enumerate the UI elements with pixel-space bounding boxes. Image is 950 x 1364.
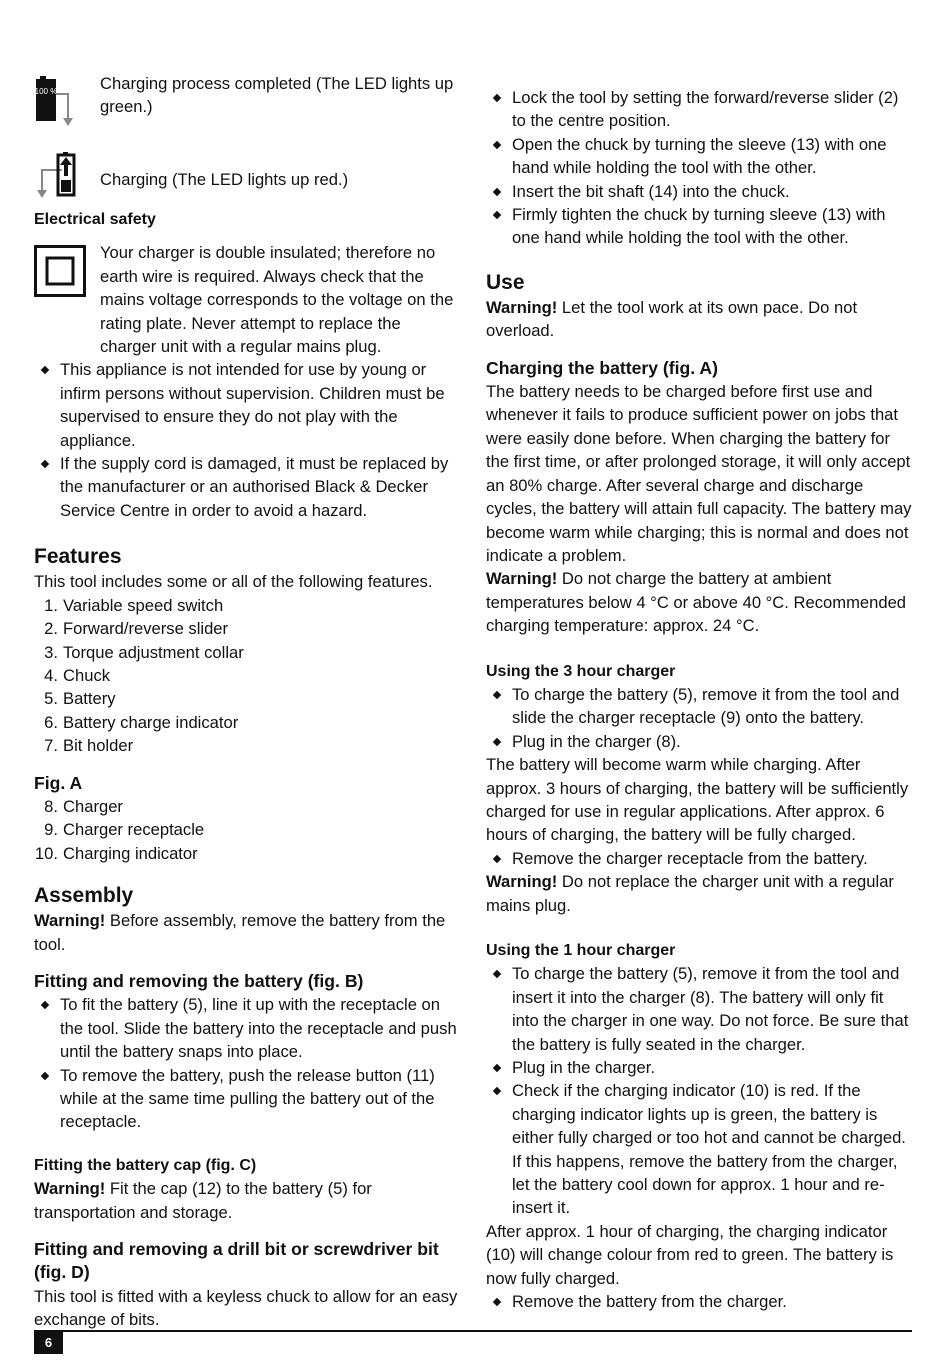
left-column (34, 72, 459, 1332)
list-item: 7. Bit holder (44, 736, 134, 756)
list-item: To fit the battery (5), line it up with the receptacle on the tool. Slide the battery into the receptacle and push until the battery snaps into place. (34, 993, 459, 1063)
use-heading: Use (486, 270, 525, 294)
list-item: Remove the charger receptacle from the battery. (486, 847, 914, 870)
three-hour-list (486, 683, 914, 753)
list-item: 3. Torque adjustment collar (44, 642, 244, 662)
list-item: 5. Battery (44, 689, 116, 709)
electrical-safety-heading: Electrical safety (34, 211, 156, 228)
list-item: If the supply cord is damaged, it must be replaced by the manufacturer or an authorised Black & Decker Service Centre in order to avoid a hazard. (34, 452, 459, 522)
list-item: Plug in the charger (8). (486, 730, 914, 753)
features-intro: This tool includes some or all of the following features. (34, 572, 433, 592)
use-warning: Warning! Let the tool work at its own pace. Do not overload. (486, 297, 858, 341)
led-charging-text: Charging (The LED lights up red.) (100, 170, 349, 189)
one-hour-list (486, 962, 914, 1219)
list-item: 9. Charger receptacle (44, 820, 205, 840)
three-hour-list-2 (486, 847, 914, 870)
one-hour-heading: Using the 1 hour charger (486, 942, 676, 959)
double-insulated-row (34, 241, 459, 358)
list-item: Check if the charging indicator (10) is red. If the charging indicator lights up is green, the battery is either fully charged or too hot and cannot be charged. If this happens, remove the battery from the charger, let the battery cool down for approx. 1 hour and re-insert it. (486, 1079, 914, 1219)
battery-full-icon (34, 72, 100, 136)
led-completed-text: Charging process completed (The LED lights up green.) (100, 74, 454, 117)
list-item: 8. Charger (44, 796, 123, 816)
assembly-heading: Assembly (34, 884, 134, 908)
features-list (34, 594, 459, 758)
features-heading: Features (34, 545, 122, 569)
right-column (486, 72, 914, 1314)
charging-text: The battery needs to be charged before first use and whenever it fails to produce sufficient power on jobs that were easily done before. When charging the battery for the first time, or after prolonged storage, it will only accept an 80% charge. After several charge and discharge cycles, the battery will attain full capacity. The battery may become warm while charging; this is normal and does not indicate a problem. (486, 382, 912, 565)
list-item: To remove the battery, push the release button (11) while at the same time pulling the battery out of the receptacle. (34, 1064, 459, 1134)
battery-full-icon-label: 100 % (34, 87, 58, 96)
fig-a-heading: Fig. A (34, 772, 83, 793)
list-item: Insert the bit shaft (14) into the chuck. (486, 180, 914, 203)
fitting-battery-heading: Fitting and removing the battery (fig. B) (34, 970, 364, 991)
list-item: 4. Chuck (44, 665, 111, 685)
three-hour-heading: Using the 3 hour charger (486, 662, 676, 680)
chuck-bullet-list (486, 86, 914, 250)
drill-bit-text: This tool is fitted with a keyless chuck to allow for an easy exchange of bits. (34, 1286, 458, 1330)
list-item: To charge the battery (5), remove it from the tool and slide the charger receptacle (9) onto the battery. (486, 683, 914, 730)
three-hour-text: The battery will become warm while charging. After approx. 3 hours of charging, the battery will be sufficiently charged for use in regular applications. After approx. 6 hours of charging, the battery will be fully charged. (486, 755, 909, 845)
list-item: Remove the battery from the charger. (486, 1290, 914, 1313)
fig-a-list (34, 795, 459, 865)
charging-heading: Charging the battery (fig. A) (486, 357, 718, 378)
double-insulated-text: Your charger is double insulated; therefore no earth wire is required. Always check that the mains voltage corresponds to the voltage on the rating plate. Never attempt to replace the charger unit with a regular mains plug. (100, 243, 454, 357)
list-item: 10. Charging indicator (34, 843, 198, 863)
list-item: Plug in the charger. (486, 1056, 914, 1079)
led-charging-row (34, 150, 459, 208)
assembly-warning: Warning! Before assembly, remove the battery from the tool. (34, 911, 446, 954)
list-item: 1. Variable speed switch (44, 595, 224, 615)
list-item: 6. Battery charge indicator (44, 712, 239, 732)
one-hour-text: After approx. 1 hour of charging, the charging indicator (10) will change colour from red to green. The battery is now fully charged. (486, 1221, 894, 1288)
list-item: Lock the tool by setting the forward/reverse slider (2) to the centre position. (486, 86, 914, 133)
list-item: Open the chuck by turning the sleeve (13) with one hand while holding the tool with the other. (486, 133, 914, 180)
battery-cap-heading: Fitting the battery cap (fig. C) (34, 1156, 257, 1174)
safety-bullet-list (34, 358, 459, 522)
one-hour-list-2 (486, 1290, 914, 1313)
list-item: 2. Forward/reverse slider (44, 619, 229, 639)
footer-divider (34, 1330, 912, 1332)
charging-warning: Warning! Do not charge the battery at ambient temperatures below 4 °C or above 40 °C. Recommended charging temperature: approx. 24 °C. (486, 569, 907, 636)
page-number: 6 (34, 1331, 63, 1354)
battery-cap-warning: Warning! Fit the cap (12) to the battery (5) for transportation and storage. (34, 1179, 372, 1222)
drill-bit-heading: Fitting and removing a drill bit or screwdriver bit (fig. D) (34, 1239, 439, 1283)
double-insulation-icon (34, 241, 100, 303)
list-item: Firmly tighten the chuck by turning sleeve (13) with one hand while holding the tool with the other. (486, 203, 914, 250)
fitting-battery-list (34, 993, 459, 1133)
list-item: This appliance is not intended for use by young or infirm persons without supervision. Children must be supervised to ensure they do not play with the appliance. (34, 358, 459, 452)
led-completed-row (34, 72, 459, 146)
three-hour-warning: Warning! Do not replace the charger unit with a regular mains plug. (486, 872, 894, 915)
battery-charging-icon (34, 150, 100, 208)
list-item: To charge the battery (5), remove it from the tool and insert it into the charger (8). The battery will only fit into the charger in one way. Do not force. Be sure that the battery is fully seated in the charger. (486, 962, 914, 1056)
